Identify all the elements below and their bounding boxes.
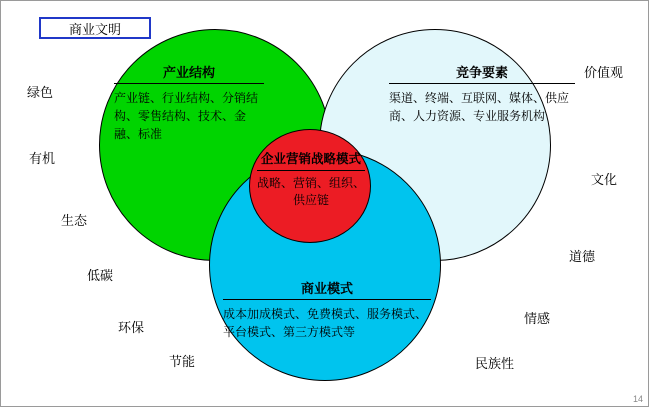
section-industry-body: 产业链、行业结构、分销结构、零售结构、技术、金融、标准 [114,91,259,141]
keyword-right-1: 文化 [591,172,618,187]
section-industry [114,62,264,143]
section-competition-body: 渠道、终端、互联网、媒体、供应商、人力资源、专业服务机构 [389,91,570,123]
keyword-left-3: 低碳 [87,268,114,283]
section-core-body: 战略、营销、组织、供应链 [256,176,365,208]
keyword-left-5: 节能 [169,354,196,369]
section-competition [389,62,575,125]
keyword-right-4: 民族性 [475,356,515,371]
section-core-heading: 企业营销战略模式 [260,152,361,166]
section-core [253,149,369,210]
title-badge-label: 商业文明 [68,21,121,37]
keyword-left-4: 环保 [118,320,145,335]
keyword-right-0: 价值观 [584,65,624,80]
section-competition-divider [389,83,575,84]
section-business-divider [223,299,431,300]
section-competition-heading: 竞争要素 [455,65,508,80]
keyword-left-1: 有机 [29,151,56,166]
keyword-right-3: 情感 [524,311,551,326]
keyword-left-2: 生态 [61,213,88,228]
section-industry-heading: 产业结构 [162,65,215,80]
keyword-right-2: 道德 [569,249,596,264]
section-business [223,278,431,341]
section-core-divider [257,170,365,171]
page-number: 14 [632,394,643,404]
section-industry-divider [114,83,264,84]
section-business-heading: 商业模式 [300,281,353,296]
section-business-body: 成本加成模式、免费模式、服务模式、平台模式、第三方模式等 [223,307,428,339]
keyword-left-0: 绿色 [27,85,54,100]
title-badge [39,17,151,39]
